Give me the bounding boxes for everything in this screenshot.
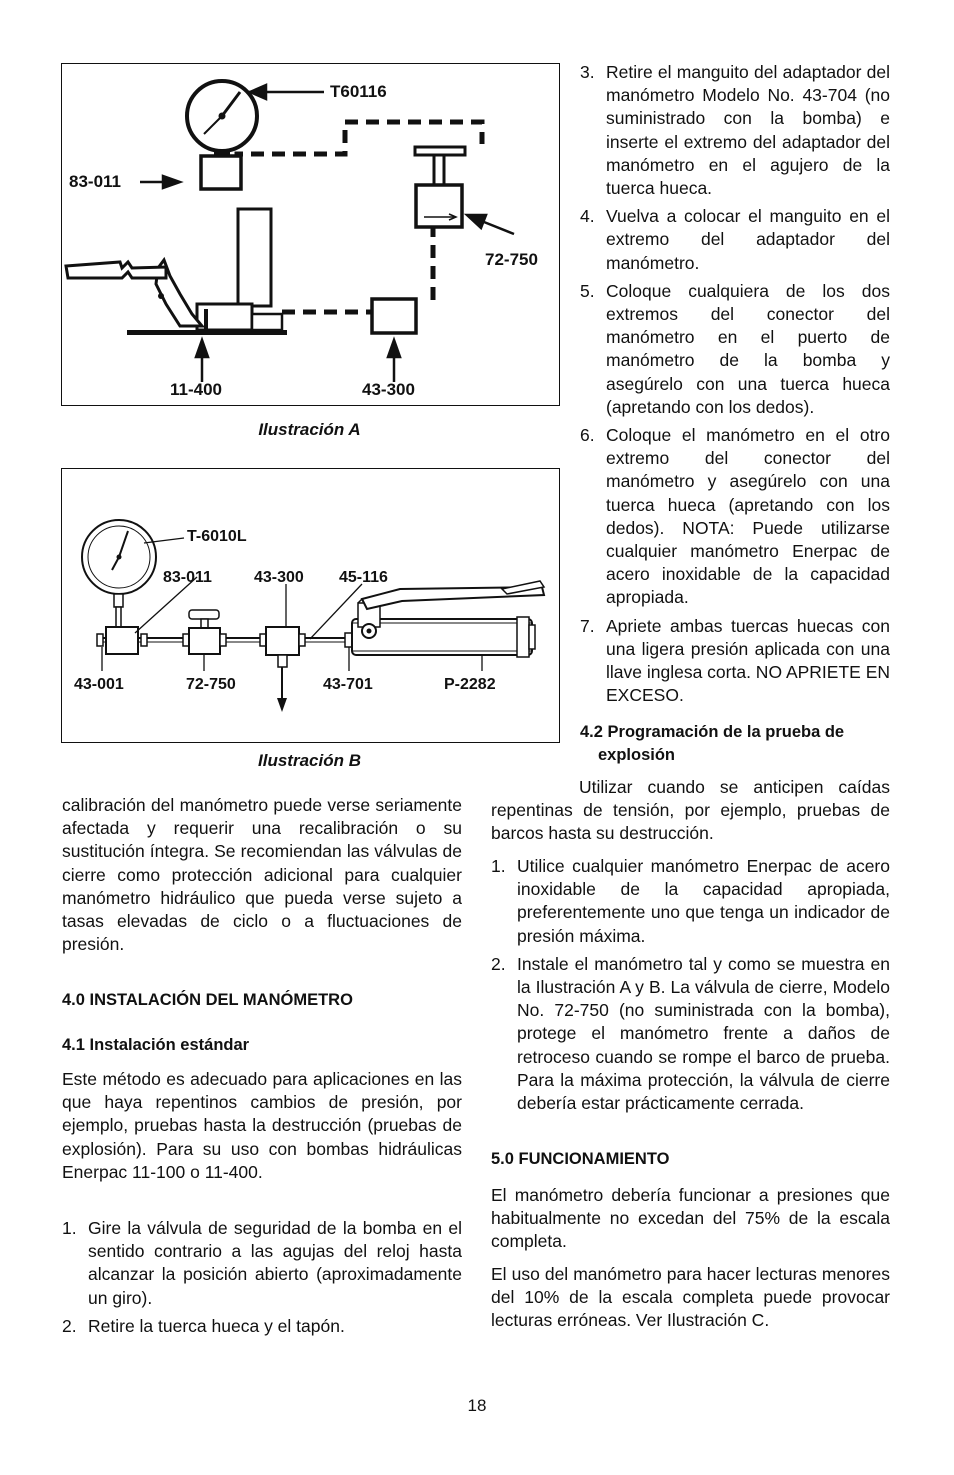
- section-5-0-heading: 5.0 FUNCIONAMIENTO: [491, 1150, 670, 1168]
- list-item-text: Vuelva a colocar el manguito en el extremo del adaptador del manómetro.: [606, 206, 890, 273]
- list-item: [491, 855, 890, 948]
- list-item: [491, 953, 890, 1115]
- gauge-icon: [82, 520, 156, 627]
- list-item-text: Utilice cualquier manómetro Enerpac de acero inoxidable de la capacidad apropiada, preferentemente uno que tenga un indicador de presión máxima.: [517, 856, 890, 946]
- list-item-number: 1.: [491, 856, 506, 876]
- label-t60116: T60116: [330, 82, 387, 101]
- label-83-011: 83-011: [163, 569, 212, 586]
- list-item: [580, 61, 890, 200]
- pump-icon: [66, 209, 287, 335]
- label-72-750: 72-750: [485, 250, 538, 269]
- list-item-number: 6.: [580, 425, 595, 446]
- section-4-2-heading: [580, 721, 844, 767]
- list-item: [580, 424, 890, 610]
- section-4-2-paragraph: Utilizar cuando se anticipen caídas repentinas de tensión, por ejemplo, pruebas de barcos hasta su destrucción.: [491, 777, 890, 844]
- list-item-number: 1.: [62, 1218, 77, 1238]
- list-item: [580, 205, 890, 275]
- label-45-116: 45-116: [339, 569, 388, 586]
- label-p-2282: P-2282: [444, 676, 496, 693]
- left-list: [62, 1217, 462, 1338]
- label-43-300: 43-300: [362, 380, 415, 399]
- list-item-text: Apriete ambas tuercas huecas con una ligera presión aplicada con una llave inglesa corta. NO APRIETE EN EXCESO.: [606, 615, 890, 706]
- section-4-1-paragraph: Este método es adecuado para aplicaciones en las que haya repentinos cambios de presión, por ejemplo, pruebas hasta la destrucción (pruebas de explosión). Para su uso con bombas hidráulicas Enerpac 11-100 o 11-400.: [62, 1069, 462, 1182]
- list-item: [580, 280, 890, 419]
- list-item-number: 5.: [580, 280, 595, 301]
- list-item-text: Coloque cualquiera de los dos extremos del conector del manómetro en el puerto de manómetro de la bomba y asegúrelo con una tuerca hueca (apretando con los dedos).: [606, 280, 890, 417]
- label-43-701: 43-701: [323, 676, 373, 693]
- gauge-icon: [187, 81, 257, 156]
- label-43-300: 43-300: [254, 569, 304, 586]
- page-number: 18: [467, 1396, 487, 1415]
- label-t-6010l: T-6010L: [187, 528, 247, 545]
- label-83-011: 83-011: [69, 172, 121, 191]
- figure-a-caption: Ilustración A: [258, 420, 361, 439]
- intro-paragraph: calibración del manómetro puede verse seriamente afectada y requerir una recalibración o su sustitución íntegra. Se recomiendan las válvulas de cierre como protección adicional para cualquier manómetro hidráulico que pueda verse sujeto a tasas elevadas de ciclo o a fluctuaciones de presión.: [62, 795, 462, 955]
- figure-a: [61, 63, 560, 406]
- list-item-number: 3.: [580, 62, 595, 82]
- section-4-2-heading-line1: 4.2 Programación de la prueba de: [580, 723, 845, 741]
- figure-b-caption: Ilustración B: [258, 751, 361, 770]
- list-item-number: 4.: [580, 206, 595, 227]
- section-5-0-paragraph-1: El manómetro debería funcionar a presiones que habitualmente no excedan del 75% de la escala completa.: [491, 1185, 890, 1252]
- list-item-text: Gire la válvula de seguridad de la bomba en el sentido contrario a las agujas del reloj hasta alcanzar la posición abierto (aproximadamente un giro).: [88, 1218, 462, 1308]
- section-4-0-heading: 4.0 INSTALACIÓN DEL MANÓMETRO: [62, 991, 353, 1009]
- list-item: [62, 1315, 462, 1338]
- list-item-text: Retire la tuerca hueca y el tapón.: [88, 1315, 345, 1336]
- list-item-text: Instale el manómetro tal y como se muestra en la Ilustración A y B. La válvula de cierre, Modelo No. 72-750 (no suministrada con la bomba), protege el manómetro frente a daños de retroceso cuando se rompe el barco de prueba. Para la máxima protección, la válvula de cierre debería estar prácticamente cerrada.: [517, 953, 890, 1114]
- valve-icon: [415, 147, 465, 227]
- right-list: [580, 61, 890, 707]
- list-item-text: Coloque el manómetro en el otro extremo del conector del manómetro y asegúrelo con una tuerca hueca (apretando con los dedos). NOTA: Puede utilizarse cualquier manómetro Enerpac de acero inoxidable de la capacidad apropiada.: [606, 425, 890, 608]
- section-5-0-paragraph-2: El uso del manómetro para hacer lecturas menores del 10% de la escala completa puede provocar lecturas erróneas. Ver Ilustración C.: [491, 1264, 890, 1331]
- label-11-400: 11-400: [170, 380, 222, 399]
- figure-a-diagram: [62, 64, 559, 405]
- figure-b-diagram: [62, 469, 559, 742]
- list-item: [62, 1217, 462, 1310]
- section-4-1-heading: 4.1 Instalación estándar: [62, 1036, 250, 1054]
- pump-icon: [352, 581, 544, 657]
- list-item-number: 7.: [580, 615, 595, 636]
- section-4-2-list: [491, 855, 890, 1115]
- label-72-750: 72-750: [186, 676, 236, 693]
- valve-icon: [183, 610, 226, 654]
- list-item-number: 2.: [491, 953, 506, 974]
- list-item: [580, 615, 890, 708]
- figure-b: [61, 468, 560, 743]
- label-43-001: 43-001: [74, 676, 124, 693]
- section-4-2-heading-line2: explosión: [598, 746, 676, 764]
- list-item-number: 2.: [62, 1315, 77, 1336]
- list-item-text: Retire el manguito del adaptador del manómetro Modelo No. 43-704 (no suministrado con la bomba) e inserte el extremo del adaptador del manómetro en el agujero de la tuerca hueca.: [606, 62, 890, 199]
